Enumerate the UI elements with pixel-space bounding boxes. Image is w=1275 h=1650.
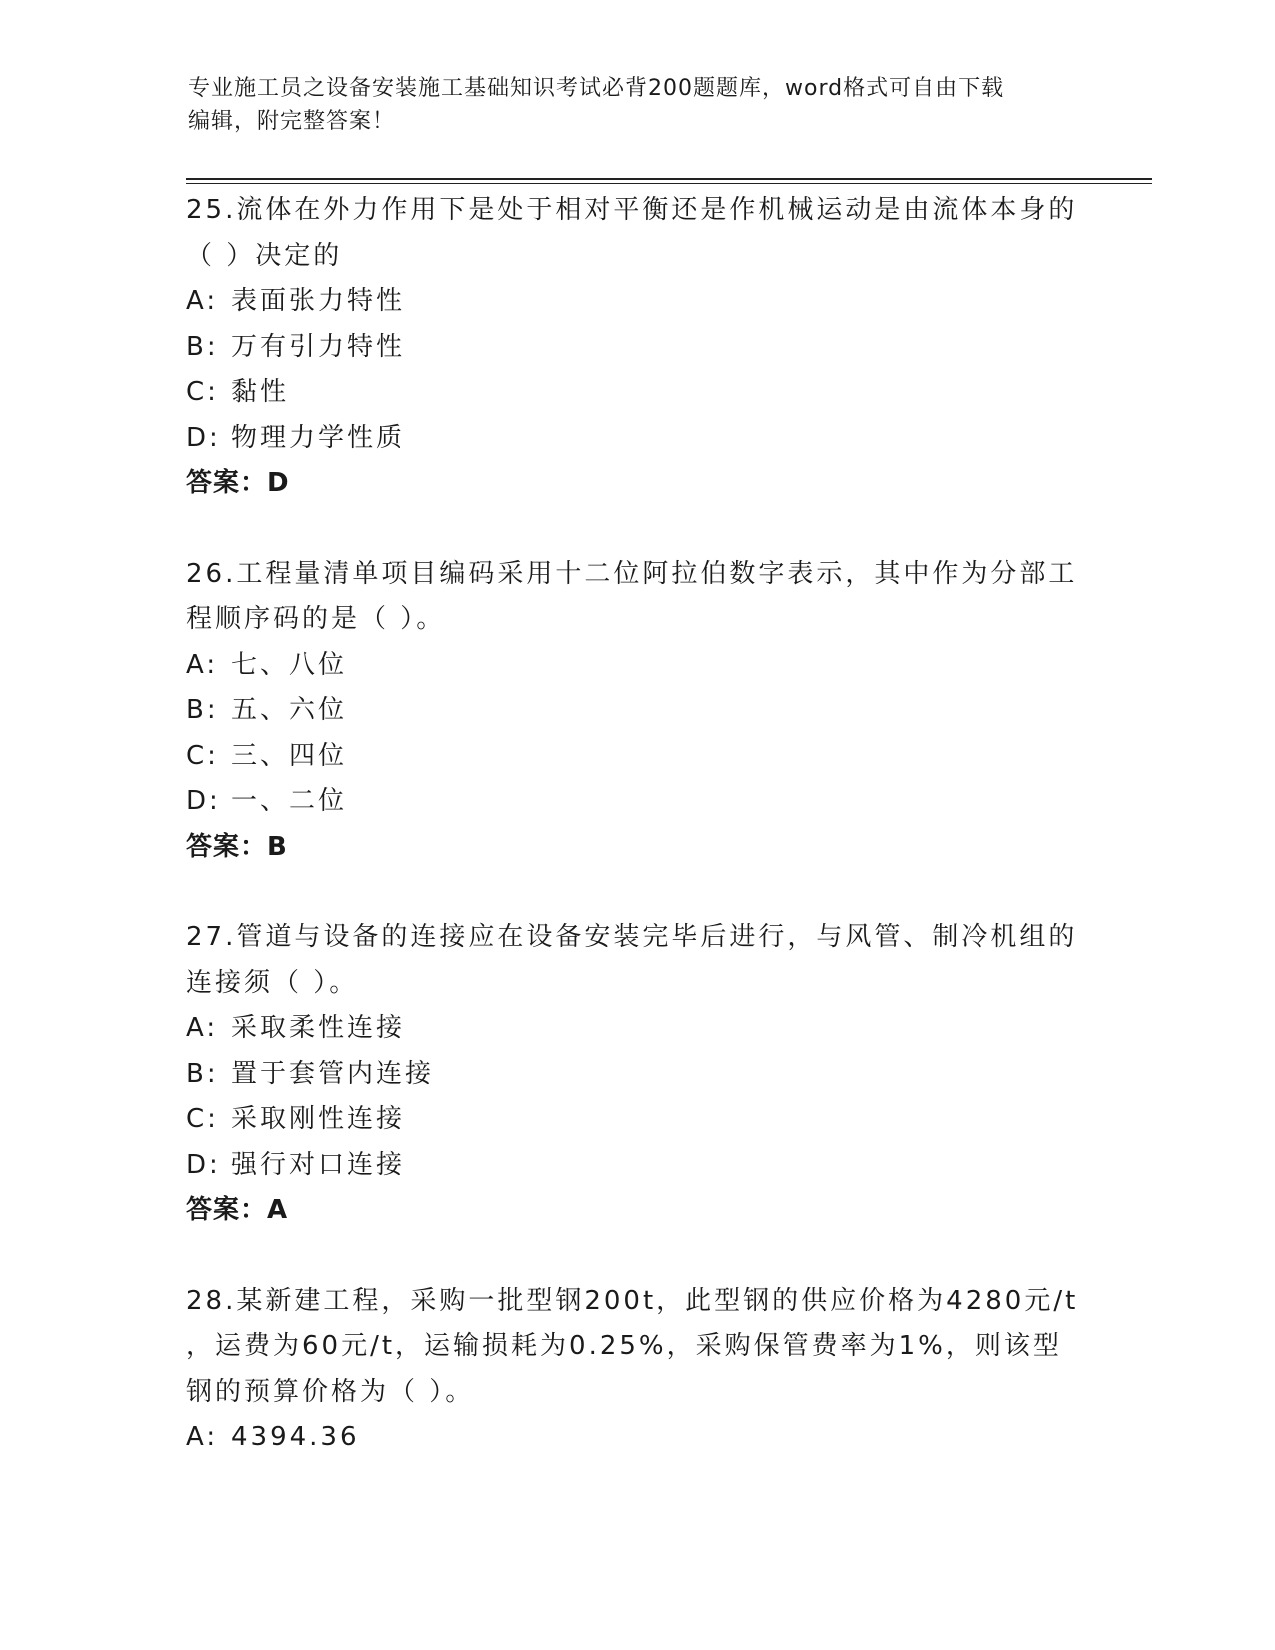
header-line-1: 专业施工员之设备安装施工基础知识考试必背200题题库，word格式可自由下载	[188, 76, 1005, 101]
option-key: D:	[186, 422, 221, 453]
option-a	[186, 1006, 1086, 1052]
stem-line: 25.流体在外力作用下是处于相对平衡还是作机械运动是由流体本身的	[186, 195, 1078, 225]
option-key: A:	[186, 286, 219, 316]
question-28	[186, 1279, 1086, 1461]
option-c	[186, 1097, 1086, 1143]
answer-line: 答案：D	[186, 468, 290, 498]
document-header	[188, 72, 1088, 138]
option-text: 采取刚性连接	[231, 1104, 406, 1134]
stem-line: （ ）决定的	[186, 240, 343, 271]
question-stem	[186, 552, 1086, 643]
option-key: C:	[186, 377, 219, 407]
question-27	[186, 915, 1086, 1234]
header-divider-thick	[186, 178, 1152, 180]
option-a	[186, 279, 1086, 325]
question-list	[186, 188, 1086, 1506]
question-25	[186, 188, 1086, 507]
option-text: 七、八位	[231, 649, 348, 680]
option-a	[186, 1415, 1086, 1461]
stem-line: 连接须（ ）。	[186, 967, 359, 998]
option-text: 一、二位	[231, 786, 348, 816]
option-d	[186, 416, 1086, 462]
question-26	[186, 552, 1086, 871]
option-text: 物理力学性质	[231, 422, 406, 453]
option-text: 五、六位	[231, 695, 348, 725]
option-d	[186, 1143, 1086, 1189]
option-key: B:	[186, 1058, 219, 1089]
option-b	[186, 688, 1086, 734]
question-stem	[186, 188, 1086, 279]
stem-line: 27.管道与设备的连接应在设备安装完毕后进行，与风管、制冷机组的	[186, 922, 1078, 952]
option-c	[186, 370, 1086, 416]
option-text: 万有引力特性	[231, 331, 406, 362]
option-b	[186, 325, 1086, 371]
stem-line: 钢的预算价格为（ ）。	[186, 1376, 475, 1407]
option-key: C:	[186, 1104, 219, 1134]
stem-line: 程顺序码的是（ ）。	[186, 604, 446, 634]
question-stem	[186, 915, 1086, 1006]
option-text: 三、四位	[231, 740, 348, 771]
stem-line: 28.某新建工程，采购一批型钢200t，此型钢的供应价格为4280元/t	[186, 1285, 1079, 1316]
option-key: D:	[186, 1149, 221, 1180]
option-key: A:	[186, 1422, 219, 1452]
option-key: C:	[186, 740, 219, 771]
stem-line: ，运费为60元/t，运输损耗为0.25%，采购保管费率为1%，则该型	[186, 1331, 1062, 1361]
question-stem	[186, 1279, 1086, 1416]
option-key: D:	[186, 786, 221, 816]
option-a	[186, 643, 1086, 689]
option-key: A:	[186, 649, 219, 680]
option-key: B:	[186, 331, 219, 362]
option-b	[186, 1052, 1086, 1098]
option-text: 黏性	[231, 377, 290, 407]
stem-line: 26.工程量清单项目编码采用十二位阿拉伯数字表示，其中作为分部工	[186, 558, 1078, 589]
option-text: 表面张力特性	[231, 286, 406, 316]
option-text: 4394.36	[231, 1422, 360, 1452]
option-text: 强行对口连接	[231, 1149, 406, 1180]
option-c	[186, 734, 1086, 780]
option-key: A:	[186, 1013, 219, 1043]
answer-line: 答案：B	[186, 831, 288, 862]
option-text: 置于套管内连接	[231, 1058, 435, 1089]
header-divider-thin	[186, 183, 1152, 184]
option-key: B:	[186, 695, 219, 725]
option-text: 采取柔性连接	[231, 1013, 406, 1043]
header-line-2: 编辑，附完整答案！	[188, 109, 396, 134]
answer-line: 答案：A	[186, 1195, 289, 1225]
option-d	[186, 779, 1086, 825]
